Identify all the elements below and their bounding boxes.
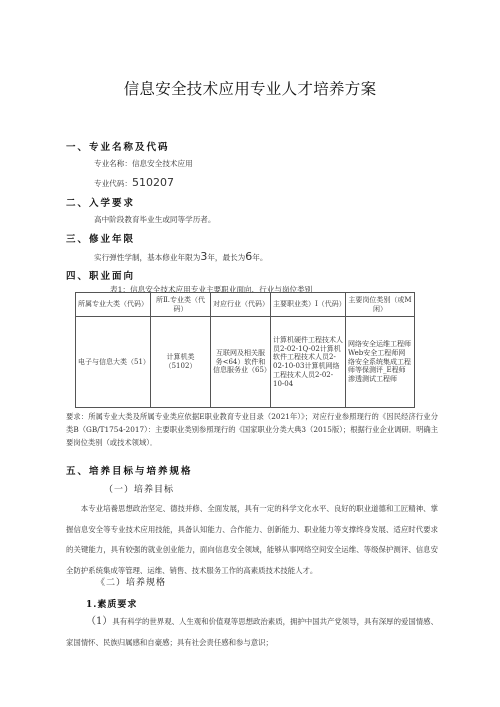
study-years-mid: 年，最长为 xyxy=(207,253,246,262)
major-name-line: 专业名称：信息安全技术应用 xyxy=(94,159,193,168)
major-code-value: 510207 xyxy=(131,176,174,189)
subheading-spec: 《二）培养规格 xyxy=(96,578,167,588)
table-header-cell: 所属专业大类（代码） xyxy=(76,293,151,317)
table-cell: 互联网及相关服务<64）软件和信息服务业（65） xyxy=(211,317,271,408)
study-years-value: 3 xyxy=(200,250,208,263)
document-title: 信息安全技术应用专业人才培养方案 xyxy=(123,80,377,98)
item-text: 具有科学的世界观、人生观和价值观等思想政治素质，拥护中国共产党领导，具有深厚的爱国情感、家国情怀、民族归属感和自豪感；具有社会责任感和参与意识； xyxy=(66,617,438,647)
study-years-line xyxy=(94,250,267,263)
table-cell: 计算机硬件工程技术人员2-02-1Q-02计算机软件工程技术人员2-02-10-03计算机网络工程技术人员2-02-10-04 xyxy=(271,317,346,408)
major-code-line xyxy=(94,176,174,189)
goal-paragraph: 本专业培養思想政治坚定、德技并修、全面发展，具有一定的科学文化水平、良好的职业道德和工匠精神、掌握信息安全等专业技术应用技能，具备认知能力、合作能力、创新能力、职业能力等支撑终身发展、适应时代要求的关键能力，具有较强的就业创业能力，面向信息安全领域，能够从事网络空间安全运维、等级保护测评、信息安全防护系统集成等管理、运维、销售、技术服务工作的高素质技术技能人才。 xyxy=(66,504,438,575)
section-1-heading: 一、专业名称及代码 xyxy=(66,142,170,153)
table-cell: 电子与信息大类（51） xyxy=(76,317,151,408)
study-years-pre: 实行弹性学制，基本修业年限为 xyxy=(94,253,201,262)
section-4-heading: 四、职业面向 xyxy=(66,271,136,282)
major-code-label: 专业代码： xyxy=(94,179,132,188)
item-number: （1） xyxy=(86,616,113,627)
table-header-row xyxy=(76,293,415,317)
study-years-max: 6 xyxy=(245,250,253,263)
table-header-cell: 主要职业类）I（代码） xyxy=(271,293,346,317)
table-cell: 计算机类（5102） xyxy=(151,317,211,408)
occupation-table xyxy=(75,292,415,408)
table-row xyxy=(76,317,415,408)
quality-item-1 xyxy=(66,612,438,653)
table-caption: 表1：信息安全技术应用专业主要职业面向、行业与岗位类别 xyxy=(110,285,313,294)
table-note: 要求：所属专业大类及所属专业类应依据E职业教育专业目录（2021年）》；对应行业参照现行的《因民经济行业分类B（GB/T1754-2017）：主要职业类别参照现行的《国家职业分类大典3（2015版）；根据行业企业调研．明确主要岗位类别（或技术领域）． xyxy=(66,412,438,447)
section-5-heading: 五、培养目标与培养规格 xyxy=(66,466,193,477)
subheading-quality: 1.素质要求 xyxy=(86,600,138,610)
subheading-goal: （一）培养目标 xyxy=(104,485,175,495)
table-header-cell: 主要岗位类别（或M闲） xyxy=(346,293,415,317)
section-3-heading: 三、修业年限 xyxy=(66,234,136,245)
section-2-heading: 二、入学要求 xyxy=(66,198,136,209)
table-header-cell: 所Ⅱ.专业类（代码） xyxy=(151,293,211,317)
admission-text: 高中阶段教育毕业生或同等学历者。 xyxy=(94,215,216,224)
table-header-cell: 对应行业（代码） xyxy=(211,293,271,317)
table-cell: 网络安全运维工程师Web安全工程师网络安全系统集成工程师等保测评_E程师渗透测试工程师 xyxy=(346,317,415,408)
study-years-post: 年。 xyxy=(252,253,268,262)
